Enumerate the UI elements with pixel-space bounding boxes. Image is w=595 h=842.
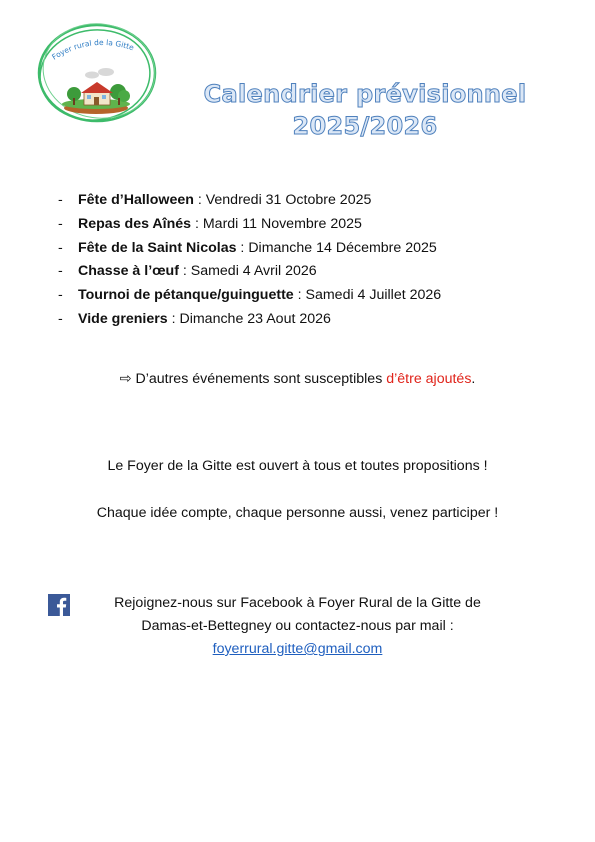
list-item [58,237,441,261]
separator: : [178,263,191,280]
foyer-rural-logo [34,20,160,126]
bullet-dash: - [58,263,63,280]
event-name: Vide greniers [78,310,168,327]
event-date: Dimanche 14 Décembre 2025 [248,239,437,256]
title-line-1: Calendrier prévisionnel [203,80,527,108]
event-name: Fête d’Halloween [78,192,194,208]
note-text: D’autres événements sont susceptibles [131,371,387,387]
arrow-icon: ⇨ [119,371,132,387]
bullet-dash: - [58,239,63,256]
separator: : [193,192,206,208]
event-name: Repas des Aînés [78,215,192,232]
event-date: Dimanche 23 Aout 2026 [179,310,331,327]
event-name: Fête de la Saint Nicolas [78,239,237,256]
email-link[interactable]: foyerrural.gitte@gmail.com [212,641,383,657]
separator: : [293,287,306,304]
page-title [170,78,560,142]
svg-text:Foyer rural de la Gitte [50,38,135,62]
event-name: Chasse à l’œuf [78,263,179,280]
facebook-line-2: Damas-et-Bettegney ou contactez-nous par mail : [141,618,454,634]
event-list [58,189,441,332]
separator: : [167,310,180,327]
event-date: Mardi 11 Novembre 2025 [202,215,362,232]
list-item [58,213,441,237]
bullet-dash: - [58,215,63,232]
note-end: . [471,371,476,387]
separator: : [236,239,249,256]
event-name: Tournoi de pétanque/guinguette [78,287,294,304]
list-item [58,308,441,332]
facebook-contact [85,592,510,661]
participate-text: Chaque idée compte, chaque personne aussi, venez participer ! [96,505,499,521]
facebook-icon[interactable] [48,594,70,616]
bullet-dash: - [58,310,63,327]
event-date: Vendredi 31 Octobre 2025 [205,192,372,208]
bullet-dash: - [58,192,63,208]
facebook-line-1: Rejoignez-nous sur Facebook à Foyer Rural de la Gitte de [114,595,481,611]
list-item [58,260,441,284]
bullet-dash: - [58,287,63,304]
event-date: Samedi 4 Juillet 2026 [305,287,442,304]
list-item [58,284,441,308]
open-to-all-text: Le Foyer de la Gitte est ouvert à tous et toutes propositions ! [107,458,488,474]
logo-text: Foyer rural de la Gitte [50,37,136,62]
event-date: Samedi 4 Avril 2026 [190,263,317,280]
title-line-2: 2025/2026 [292,112,438,140]
more-events-note [0,371,595,387]
note-highlight: d’être ajoutés [386,371,472,387]
separator: : [191,215,203,232]
list-item [58,189,441,213]
